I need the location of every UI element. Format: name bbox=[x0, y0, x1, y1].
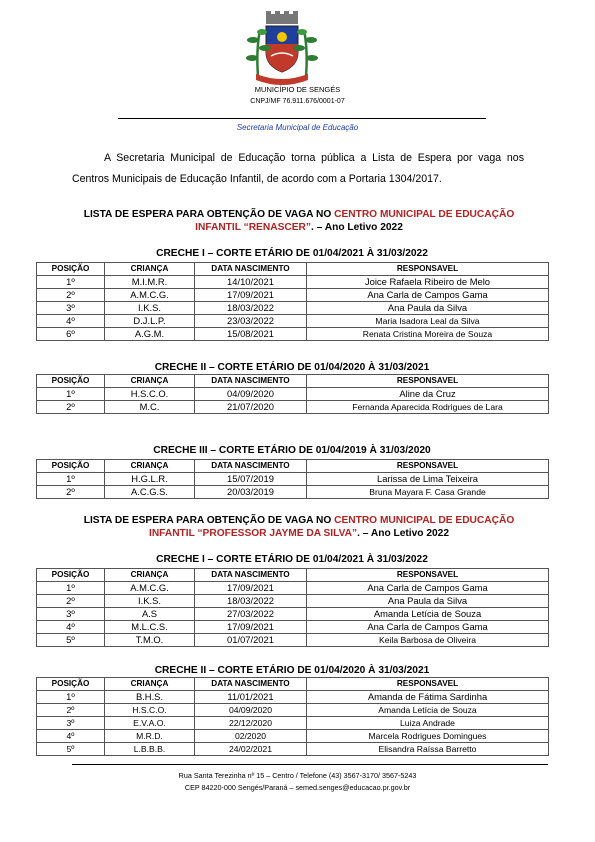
table-row bbox=[37, 388, 549, 401]
table-title: CRECHE II – CORTE ETÁRIO DE 01/04/2020 À 31/03/2021 bbox=[154, 362, 430, 373]
cnpj-text: CNPJ/MF 76.911.676/0001-07 bbox=[250, 98, 345, 105]
waiting-list-table bbox=[36, 568, 549, 647]
cell-position: 5º bbox=[37, 743, 105, 756]
cell-child: A.M.C.G. bbox=[105, 582, 195, 595]
table-row bbox=[37, 621, 549, 634]
cell-position: 3º bbox=[37, 608, 105, 621]
cell-guardian: Maria Isadora Leal da Silva bbox=[307, 315, 549, 328]
footer-divider bbox=[72, 764, 548, 765]
cell-birthdate: 02/2020 bbox=[195, 730, 307, 743]
cell-position: 5º bbox=[37, 634, 105, 647]
cell-position: 2º bbox=[37, 595, 105, 608]
cell-child: A.S bbox=[105, 608, 195, 621]
col-header-birthdate: DATA NASCIMENTO bbox=[195, 569, 307, 582]
col-header-guardian: RESPONSAVEL bbox=[307, 460, 549, 473]
table-row bbox=[37, 276, 549, 289]
cell-child: E.V.A.O. bbox=[105, 717, 195, 730]
table-row bbox=[37, 704, 549, 717]
cell-position: 2º bbox=[37, 289, 105, 302]
cell-child: L.B.B.B. bbox=[105, 743, 195, 756]
cell-guardian: Amanda de Fátima Sardinha bbox=[307, 691, 549, 704]
table-row bbox=[37, 743, 549, 756]
section-title-prefix: LISTA DE ESPERA PARA OBTENÇÃO DE VAGA NO bbox=[83, 209, 335, 220]
col-header-birthdate: DATA NASCIMENTO bbox=[195, 263, 307, 276]
table-row bbox=[37, 595, 549, 608]
section-title-prefix: LISTA DE ESPERA PARA OBTENÇÃO DE VAGA NO bbox=[83, 515, 335, 526]
table-row bbox=[37, 289, 549, 302]
cell-birthdate: 27/03/2022 bbox=[195, 608, 307, 621]
section-title-suffix: . – Ano Letivo 2022 bbox=[357, 528, 450, 539]
cell-guardian: Ana Carla de Campos Gama bbox=[307, 289, 549, 302]
cell-child: T.M.O. bbox=[105, 634, 195, 647]
cell-child: D.J.L.P. bbox=[105, 315, 195, 328]
municipal-crest-icon bbox=[238, 10, 326, 88]
cell-guardian: Joice Rafaela Ribeiro de Melo bbox=[307, 276, 549, 289]
col-header-position: POSIÇÃO bbox=[37, 569, 105, 582]
footer-contact: CEP 84220-000 Sengés/Paraná – semed.senges@educacao.pr.gov.br bbox=[184, 783, 411, 792]
col-header-position: POSIÇÃO bbox=[37, 460, 105, 473]
table-row bbox=[37, 582, 549, 595]
col-header-guardian: RESPONSAVEL bbox=[307, 263, 549, 276]
table-title: CRECHE I – CORTE ETÁRIO DE 01/04/2021 À 31/03/2022 bbox=[156, 248, 428, 259]
cell-guardian: Marcela Rodrigues Domingues bbox=[307, 730, 549, 743]
cell-position: 1º bbox=[37, 473, 105, 486]
cell-birthdate: 15/07/2019 bbox=[195, 473, 307, 486]
cell-birthdate: 23/03/2022 bbox=[195, 315, 307, 328]
cell-guardian: Amanda Letícia de Souza bbox=[307, 704, 549, 717]
cell-child: B.H.S. bbox=[105, 691, 195, 704]
cell-birthdate: 17/09/2021 bbox=[195, 582, 307, 595]
cell-child: M.R.D. bbox=[105, 730, 195, 743]
cell-birthdate: 17/09/2021 bbox=[195, 289, 307, 302]
section-title-suffix: . – Ano Letivo 2022 bbox=[310, 222, 403, 233]
col-header-position: POSIÇÃO bbox=[37, 263, 105, 276]
cell-position: 1º bbox=[37, 276, 105, 289]
cell-position: 4º bbox=[37, 315, 105, 328]
section-title-school: CENTRO MUNICIPAL DE EDUCAÇÃO INFANTIL “PROFESSOR JAYME DA SILVA” bbox=[148, 515, 515, 539]
cell-position: 6º bbox=[37, 328, 105, 341]
table-row bbox=[37, 302, 549, 315]
cell-birthdate: 21/07/2020 bbox=[195, 401, 307, 414]
cell-position: 4º bbox=[37, 621, 105, 634]
cell-position: 3º bbox=[37, 717, 105, 730]
col-header-birthdate: DATA NASCIMENTO bbox=[195, 375, 307, 388]
cell-position: 4º bbox=[37, 730, 105, 743]
col-header-child: CRIANÇA bbox=[105, 460, 195, 473]
cell-birthdate: 14/10/2021 bbox=[195, 276, 307, 289]
cell-birthdate: 17/09/2021 bbox=[195, 621, 307, 634]
cell-guardian: Keila Barbosa de Oliveira bbox=[307, 634, 549, 647]
col-header-child: CRIANÇA bbox=[105, 678, 195, 691]
table-row bbox=[37, 691, 549, 704]
cell-birthdate: 01/07/2021 bbox=[195, 634, 307, 647]
cell-position: 1º bbox=[37, 388, 105, 401]
cell-child: H.G.L.R. bbox=[105, 473, 195, 486]
cell-position: 1º bbox=[37, 691, 105, 704]
cell-guardian: Renata Cristina Moreira de Souza bbox=[307, 328, 549, 341]
col-header-guardian: RESPONSAVEL bbox=[307, 678, 549, 691]
table-row bbox=[37, 634, 549, 647]
cell-child: A.G.M. bbox=[105, 328, 195, 341]
cell-birthdate: 04/09/2020 bbox=[195, 704, 307, 717]
table-header-row bbox=[37, 460, 549, 473]
table-row bbox=[37, 608, 549, 621]
cell-child: A.M.C.G. bbox=[105, 289, 195, 302]
cell-guardian: Ana Carla de Campos Gama bbox=[307, 582, 549, 595]
cell-child: A.C.G.S. bbox=[105, 486, 195, 499]
cell-child: H.S.C.O. bbox=[105, 704, 195, 717]
waiting-list-table bbox=[36, 262, 549, 341]
cell-birthdate: 18/03/2022 bbox=[195, 595, 307, 608]
cell-birthdate: 04/09/2020 bbox=[195, 388, 307, 401]
cell-position: 2º bbox=[37, 401, 105, 414]
cell-guardian: Luiza Andrade bbox=[307, 717, 549, 730]
cell-guardian: Ana Carla de Campos Gama bbox=[307, 621, 549, 634]
cell-guardian: Ana Paula da Silva bbox=[307, 302, 549, 315]
waiting-list-table bbox=[36, 459, 549, 499]
col-header-position: POSIÇÃO bbox=[37, 375, 105, 388]
cell-birthdate: 15/08/2021 bbox=[195, 328, 307, 341]
cell-guardian: Bruna Mayara F. Casa Grande bbox=[307, 486, 549, 499]
cell-child: M.C. bbox=[105, 401, 195, 414]
table-title: CRECHE II – CORTE ETÁRIO DE 01/04/2020 À 31/03/2021 bbox=[154, 665, 430, 676]
col-header-birthdate: DATA NASCIMENTO bbox=[195, 460, 307, 473]
section-title-renascer bbox=[60, 208, 538, 234]
cell-guardian: Elisandra Raíssa Barretto bbox=[307, 743, 549, 756]
cell-birthdate: 18/03/2022 bbox=[195, 302, 307, 315]
col-header-birthdate: DATA NASCIMENTO bbox=[195, 678, 307, 691]
cell-birthdate: 20/03/2019 bbox=[195, 486, 307, 499]
cell-guardian: Amanda Letícia de Souza bbox=[307, 608, 549, 621]
cell-position: 2º bbox=[37, 486, 105, 499]
col-header-position: POSIÇÃO bbox=[37, 678, 105, 691]
table-title: CRECHE I – CORTE ETÁRIO DE 01/04/2021 À 31/03/2022 bbox=[156, 554, 428, 565]
section-title-school: CENTRO MUNICIPAL DE EDUCAÇÃO INFANTIL “RENASCER” bbox=[195, 209, 515, 233]
cell-child: H.S.C.O. bbox=[105, 388, 195, 401]
section-title-jayme-da-silva bbox=[60, 514, 538, 540]
table-row bbox=[37, 486, 549, 499]
cell-guardian: Ana Paula da Silva bbox=[307, 595, 549, 608]
col-header-child: CRIANÇA bbox=[105, 263, 195, 276]
col-header-child: CRIANÇA bbox=[105, 569, 195, 582]
col-header-guardian: RESPONSAVEL bbox=[307, 375, 549, 388]
waiting-list-table bbox=[36, 677, 549, 756]
cell-child: I.K.S. bbox=[105, 302, 195, 315]
table-row bbox=[37, 315, 549, 328]
cell-position: 2º bbox=[37, 704, 105, 717]
footer-address: Rua Santa Terezinha nº 15 – Centro / Telefone (43) 3567-3170/ 3567-5243 bbox=[178, 771, 417, 780]
intro-paragraph: A Secretaria Municipal de Educação torna pública a Lista de Espera por vaga nos Centros Municipais de Educação Infantil, de acordo com a Portaria 1304/2017. bbox=[72, 152, 524, 185]
table-row bbox=[37, 328, 549, 341]
cell-position: 3º bbox=[37, 302, 105, 315]
cell-position: 1º bbox=[37, 582, 105, 595]
table-row bbox=[37, 473, 549, 486]
table-header-row bbox=[37, 569, 549, 582]
cell-birthdate: 22/12/2020 bbox=[195, 717, 307, 730]
waiting-list-table bbox=[36, 374, 549, 414]
secretaria-name: Secretaria Municipal de Educação bbox=[236, 123, 359, 132]
table-title: CRECHE III – CORTE ETÁRIO DE 01/04/2019 À 31/03/2020 bbox=[153, 445, 431, 456]
col-header-child: CRIANÇA bbox=[105, 375, 195, 388]
col-header-guardian: RESPONSAVEL bbox=[307, 569, 549, 582]
header-divider bbox=[118, 118, 486, 119]
cell-child: M.L.C.S. bbox=[105, 621, 195, 634]
table-header-row bbox=[37, 375, 549, 388]
table-row bbox=[37, 401, 549, 414]
cell-guardian: Larissa de Lima Teixeira bbox=[307, 473, 549, 486]
cell-birthdate: 11/01/2021 bbox=[195, 691, 307, 704]
cell-guardian: Aline da Cruz bbox=[307, 388, 549, 401]
municipality-name: MUNICÍPIO DE SENGÉS bbox=[254, 85, 341, 94]
table-row bbox=[37, 730, 549, 743]
cell-guardian: Fernanda Aparecida Rodrigues de Lara bbox=[307, 401, 549, 414]
table-header-row bbox=[37, 263, 549, 276]
table-row bbox=[37, 717, 549, 730]
table-header-row bbox=[37, 678, 549, 691]
cell-birthdate: 24/02/2021 bbox=[195, 743, 307, 756]
cell-child: I.K.S. bbox=[105, 595, 195, 608]
cell-child: M.I.M.R. bbox=[105, 276, 195, 289]
